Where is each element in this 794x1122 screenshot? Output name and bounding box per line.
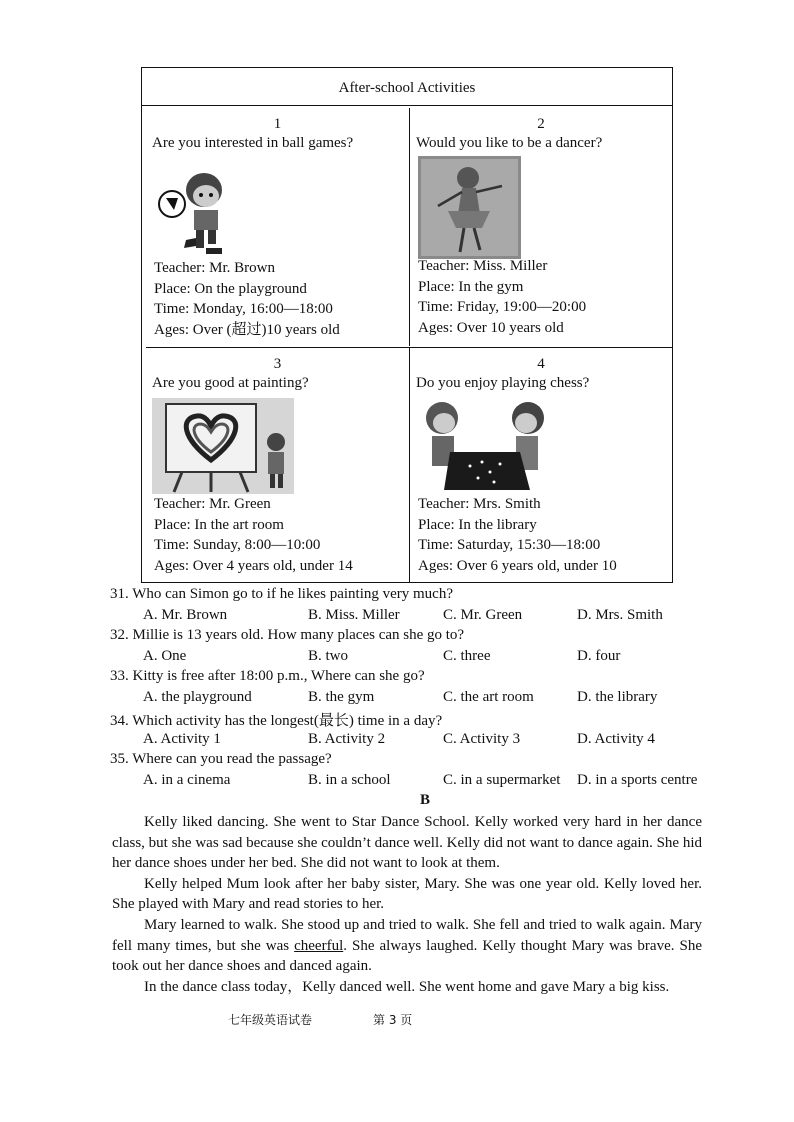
place-text: Place: In the library xyxy=(418,516,537,533)
time-text: Time: Friday, 19:00—20:00 xyxy=(418,299,587,315)
passage-paragraph-1: Kelly liked dancing. She went to Star Dance School. Kelly worked very hard in her dance class, but she was sad because she couldn’t dance well. Kelly did not want to dance again. She hid her dance shoes under her bed. She did not want to look at them. xyxy=(112,814,702,872)
section-b-label: B xyxy=(420,792,431,808)
teacher-text: Teacher: Miss. Miller xyxy=(418,258,548,274)
question-32-stem: 32. Millie is 13 years old. How many places can she go to? xyxy=(110,627,465,643)
activity-number: 3 xyxy=(273,356,282,372)
ages-text: Ages: Over 4 years old, under 14 xyxy=(154,557,353,574)
paragraph-3-part-1: Mary learned to walk. She stood up and tried to walk. She fell and tried to walk again. Mary fell many times, but she was xyxy=(112,916,702,954)
time-text: Time: Monday, 16:00—18:00 xyxy=(154,301,333,317)
ages-text: Ages: Over 10 years old xyxy=(418,319,564,336)
activity-question: Would you like to be a dancer? xyxy=(416,135,603,151)
question-31-option-d: D. Mrs. Smith xyxy=(577,607,663,623)
place-text: Place: In the art room xyxy=(154,516,284,533)
question-34-option-b: B. Activity 2 xyxy=(308,731,386,747)
footer-page-number: 第 3 页 xyxy=(373,1013,413,1027)
question-33-option-c: C. the art room xyxy=(443,689,534,705)
activity-number: 2 xyxy=(537,116,545,132)
question-32-option-b: B. two xyxy=(308,648,349,664)
kids-playing-chess-image xyxy=(420,396,550,494)
easel-painting-image xyxy=(152,398,294,494)
footer-exam-name: 七年级英语试卷 xyxy=(228,1013,313,1027)
activity-cell-2 xyxy=(410,108,672,346)
time-text: Time: Saturday, 15:30—18:00 xyxy=(418,537,601,553)
question-32-option-a: A. One xyxy=(143,648,187,664)
activity-question: Are you interested in ball games? xyxy=(152,135,354,151)
activity-question: Do you enjoy playing chess? xyxy=(416,375,590,391)
paragraph-3-part-2: . She always laughed. Kelly thought Mary was brave. She took out her dance shoes and danced again. xyxy=(112,937,702,975)
activity-cell-3 xyxy=(146,347,410,583)
activity-number: 1 xyxy=(273,116,282,132)
place-text: Place: On the playground xyxy=(154,280,307,297)
question-35-option-d: D. in a sports centre xyxy=(577,772,698,788)
passage-paragraph-4: In the dance class today，Kelly danced well. She went home and gave Mary a big kiss. xyxy=(144,978,670,995)
teacher-text: Teacher: Mr. Green xyxy=(154,496,271,512)
question-35-option-b: B. in a school xyxy=(308,772,391,788)
ages-text: Ages: Over 6 years old, under 10 xyxy=(418,557,617,574)
place-text: Place: In the gym xyxy=(418,278,524,295)
ages-text: Ages: Over (超过)10 years old xyxy=(154,321,340,338)
activity-number: 4 xyxy=(537,356,545,372)
question-34-stem: 34. Which activity has the longest(最长) time in a day? xyxy=(110,713,443,729)
question-35-option-a: A. in a cinema xyxy=(143,772,231,788)
activity-question: Are you good at painting? xyxy=(152,375,309,391)
question-31-stem: 31. Who can Simon go to if he likes painting very much? xyxy=(110,586,453,602)
question-34-option-c: C. Activity 3 xyxy=(443,731,521,747)
passage-paragraph-2: Kelly helped Mum look after her baby sister, Mary. She was one year old. Kelly loved her. She played with Mary and read stories to her. xyxy=(112,875,702,913)
question-31-option-c: C. Mr. Green xyxy=(443,607,523,623)
question-33-stem: 33. Kitty is free after 18:00 p.m., Where can she go? xyxy=(110,668,425,684)
activity-cell-4 xyxy=(410,347,672,583)
question-33-option-a: A. the playground xyxy=(143,689,252,705)
question-35-option-c: C. in a supermarket xyxy=(443,772,561,788)
question-34-option-a: A. Activity 1 xyxy=(143,731,221,747)
time-text: Time: Sunday, 8:00—10:00 xyxy=(154,537,321,553)
passage-paragraph-3 xyxy=(112,915,702,977)
underlined-word: cheerful xyxy=(294,937,344,954)
question-33-option-b: B. the gym xyxy=(308,689,375,705)
question-32-option-d: D. four xyxy=(577,648,621,664)
question-35-stem: 35. Where can you read the passage? xyxy=(110,751,332,767)
question-31-option-b: B. Miss. Miller xyxy=(308,607,400,623)
teacher-text: Teacher: Mr. Brown xyxy=(154,260,275,276)
activities-table xyxy=(141,67,673,583)
question-33-option-d: D. the library xyxy=(577,689,658,705)
table-title: After-school Activities xyxy=(142,68,672,106)
activity-cell-1 xyxy=(146,108,410,346)
reading-passage xyxy=(112,812,702,997)
teacher-text: Teacher: Mrs. Smith xyxy=(418,496,541,512)
question-32-option-c: C. three xyxy=(443,648,491,664)
boy-playing-football-image xyxy=(156,168,236,258)
girl-dancing-image xyxy=(418,156,521,259)
question-31-option-a: A. Mr. Brown xyxy=(143,607,228,623)
question-34-option-d: D. Activity 4 xyxy=(577,731,655,747)
